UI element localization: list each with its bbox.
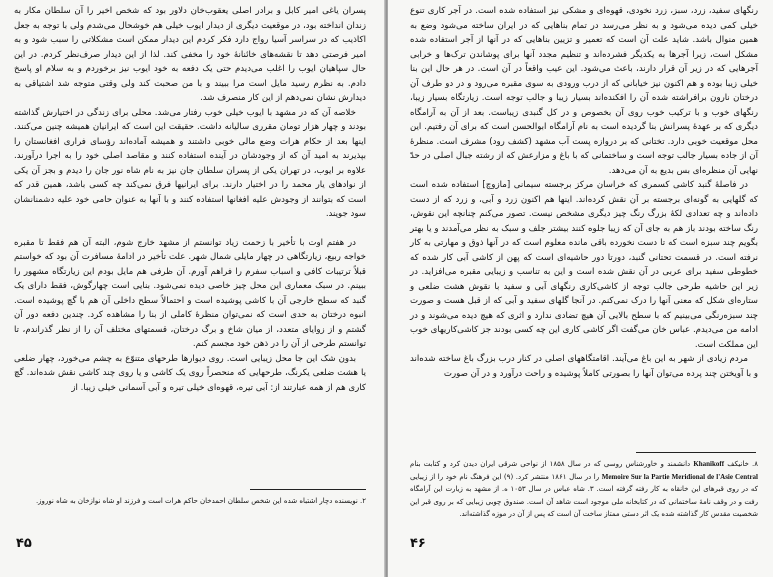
left-footnote-divider xyxy=(250,489,366,490)
right-footnote-mid: دانشمند و خاورشناس روسی که در سال ۱۸۵۸ از نواحی شرقی ایران دیدن کرد و کتابت بنام xyxy=(410,460,691,468)
right-paragraph-1: رنگهای سفید، زرد، سبز، زرد نخودی، قهوه‌ای و مشکی نیز استفاده شده است. در آجر کاری تنوع خیلی کمی دیده می‌شود و به نظر می‌رسد در تمام بناهایی که در ایران ساخته می‌شود وضع به همین منوال باشد. شاید علت آن است که تعمیر و تزیین بناهایی که در آنها از آجر استفاده شده مشکل است، زیرا آجرها به یکدیگر فشرده‌اند و تنظیم مجدد آنها برای پوشاندن ترک‌ها و خرابی آجرهایی که در زیر آن قرار دارند، باعث می‌شود. این عیب واقعاً در آن است. در هر حال این بنا خیلی زیبا بوده و هم اکنون نیز خیابانی که از درب ورودی به سوی مقبره می‌رود و در دو طرف آن درختان نارون برافراشته شده آن را افکنده‌اند بسیار زیبا و جالب توجه است. زیارتگاه بسیار زیبا، رنگهای خوب و با ترکیب خوب روی آن بخصوص و در کل گنبدی زیباست. بعد از آن به آرامگاه دیگری که بر عهدهٔ پسرانش بنا گردیده است به نام آرامگاه ابوالحسن است که برای آن رفتیم. این محل موقعیت خوبی دارد. تختانی که بر دروازه پست آب مشهد (کشف رود) مشرف است. منظرهٔ آن از جاده بسیار جالب توجه است و ساختمانی که با باغ و مزارعش که از رشته جبال اصلی در حدّ نهایی آن منظره‌ای بس بدیع به آن می‌دهد. xyxy=(410,6,758,176)
left-page-body xyxy=(14,4,366,395)
left-page-number: ۴۵ xyxy=(16,536,32,551)
left-paragraph-2: خلاصه آن که در مشهد با ایوب خیلی خوب رفتار می‌شد. محلی برای زندگی در اختیارش گذاشته بودند و چهار هزار تومان مقرری سالیانه داشت. حقیقت این است که ایرانیان همیشه چنین می‌کنند. اینها بعد از حکام هرات وضع مالی خوبی داشتند و همیشه آماده‌اند رؤسای فراری افغانستان را بپذیرند به امید آن که از وجودشان در آینده استفاده کنند و مقاصد اصلی خود را به اجرا درآورند. علاوه بر ایوب، در تهران یکی از پسران سلطان جان نیز به نام شاه نور جان را دیدم و بجز آن یکی از نوادهای یار محمد را در اختیار دارند. برای ایرانیها فرق نمی‌کند چه کسی باشد، همین قدر که است که بتوانند از وجودش علیه افغانها استفاده کنند و با آنها به عنوان حامی خود علیه دشمنانشان سود جویند. xyxy=(14,107,366,219)
left-footnote: ۲. نویسنده دچار اشتباه شده‌ این شخص سلطان احمدخان حاکم هرات است و فرزند او شاه نوازخان به شاه نوروز. xyxy=(35,497,366,505)
right-footnote-divider xyxy=(636,452,756,453)
right-footnote-lead: ۸. خانیکف xyxy=(727,460,758,468)
right-footnote xyxy=(410,458,758,521)
left-paragraph-4: بدون شک این جا محل زیبایی است. روی دیوارها طرحهای متنوّع به چشم می‌خورد، چهار ضلعی یا هشت ضلعی یکرنگ، طرحهایی که منحصراً روی یک کاشی و یا روی چند کاشی نقش شده‌اند. گچ کاری هم از همه عبارتند از: آبی تیره، قهوه‌ای خیلی تیره و آبی آسمانی خیلی زیبا. از xyxy=(14,353,366,393)
right-footnote-rest: را در سال ۱۸۶۱ منتشر کرد. (۹) این فرهنگ نام خود را از زیبایی که در روی قبرهای این خانقاه به کار رفته گرفته است. ۳. شاه عباس در سال ۱۰۵۳ ه. از مشهد به زیارت این آرامگاه رفت و در وقف نامهٔ ساختمانی که در کتابخانه ملی موجود است شاهد آن است. صندوق چوبی زیبایی که بر روی قبر این شخصیت مقدس کار گذاشته شده یک اثر دستی ممتاز ساخت آن است که پس از آن در موزه گذاشته‌اند. xyxy=(410,472,758,518)
left-paragraph-3: در هفتم اوت با تأخیر با زحمت زیاد توانستم از مشهد خارج شوم، البته آن هم فقط تا مقبره خواجه ربیع، زیارتگاهی در چهار مایلی شمال شهر. علت تأخیر در ادامهٔ مسافرت آن بود که خواستم قبلاً ترتیبات کافی و اسباب سفرم را فراهم آورم. آن ظرفی هم مایل بودم این زیارتگاه مشهور را ببینم. در سبک معماری این محل چیز خاصی دیده نمی‌شود. بنایی است چهارگوش، فقط دارای یک گنبد که سطح خارجی آن با کاشی پوشیده است و احتمالاً سطح داخلی آن هم با گچ پوشیده است. انبوه درختان به حدی است که نمی‌توان منظرهٔ کاملی از بنا را مشاهده کرد. چندین دفعه دور آن گشتم و از زوایای متعدد، از میان شاخ و برگ درختان، قسمتهای مختلف آن را از نظر گذراندم، تا توانستم طرحی از آن را در ذهن خود مجسم کنم. xyxy=(14,237,366,349)
right-footnote-latin-1: Khanikoff xyxy=(693,460,725,468)
right-paragraph-3: مردم زیادی از شهر به این باغ می‌آیند. اقامتگاههای اصلی در کنار درب بزرگ باغ ساخته شده‌اند و با آویختن چند پرده می‌توان آنها را بصورتی کاملاً پوشیده و راحت درآورد و در آن صورت xyxy=(410,354,758,379)
right-page xyxy=(388,0,773,577)
right-page-number: ۴۶ xyxy=(410,536,426,551)
left-page xyxy=(0,0,386,577)
right-page-body xyxy=(410,4,758,381)
right-footnote-latin-2: Memoire Sur la Partie Meridional de l'Asie Central xyxy=(601,472,758,481)
left-paragraph-1: پسران یاغی امیر کابل و برادر اصلی یعقوب‌خان دلاور بود که شخص اخیر را آن سلطان مکار به زندان انداخته بود، در موقعیت دیگری از دیدار ایوب خیلی هم خوشحال می‌شدم ولی با توجه به جعل اکاذیب که در سراسر آسیا رواج دارد فکر کردم این دیدار ممکن است مشکلاتی را سبب شود و به امیر فرصتی دهد تا نقشه‌های خائنانهٔ خود را مخفی کند. لذا از این دیدار صرف‌نظر کردم. در این حال سپاهیان ایوب را اغلب می‌دیدم حتی یک دفعه به خود ایوب نیز برخوردم و به سلام او پاسخ دادم. به نظرم رسید مایل است مرا ببیند و با من صحبت کند ولی وقتی متوجه شد اشتیاقی به دیدارش نشان نمی‌دهم از این کار منصرف شد. xyxy=(14,6,366,103)
right-paragraph-2: در فاصلهٔ گنبد کاشی کسمری که خراسان مرکز برجسته سیمانی [مازوچ] استفاده شده است که گلهایی به گونه‌ای برجسته بر آن نقش کرده‌اند. اینها هم اکنون زرد و آبی، و زرد که از دست داده‌اند و چه تعدادی لکهٔ بزرگ رنگ چیز دیگری مشخص نیست. تصور می‌کنم چنانچه این نقوش، رنگ ساخته بودند باز هم به جای آن که زیبا جلوه کنند بیشتر جلف و سبک به نظر می‌آمدند و یا بهتر بگویم چند سبزه است که تا دست نخورده باقی مانده معلوم است که در آنها ذوق و مهارتی به کار نرفته است. در قسمت تحتانی گنبد، دورتا دور حاشیه‌ای است که پهن از کاشی آبی کار شده که خطوطی سفید برای عربی در آن نقش شده است و این به تناسب و زیبایی مقبره می‌افزاید. در زیر این حاشیه طرحی جالب توجه از کاشی‌کاری رنگهای آبی و سفید با نقوش هشت ضلعی و ستاره‌ای شکل که معنی آنها را درک نمی‌کنم. در آنجا گلهای سفید و آبی که از قبل هست و صورت چند سبزه‌رنگی می‌بینیم که با سطح بالایی آن هیچ تضادی ندارد و اثری که هیچ دیده می‌شوند و در ادامه من می‌دیدم. عباس خان می‌گفت اگر کاشی کاری این چه کسی بودند جز کاشی‌کاریهای خوب این مملکت است. xyxy=(410,180,758,350)
